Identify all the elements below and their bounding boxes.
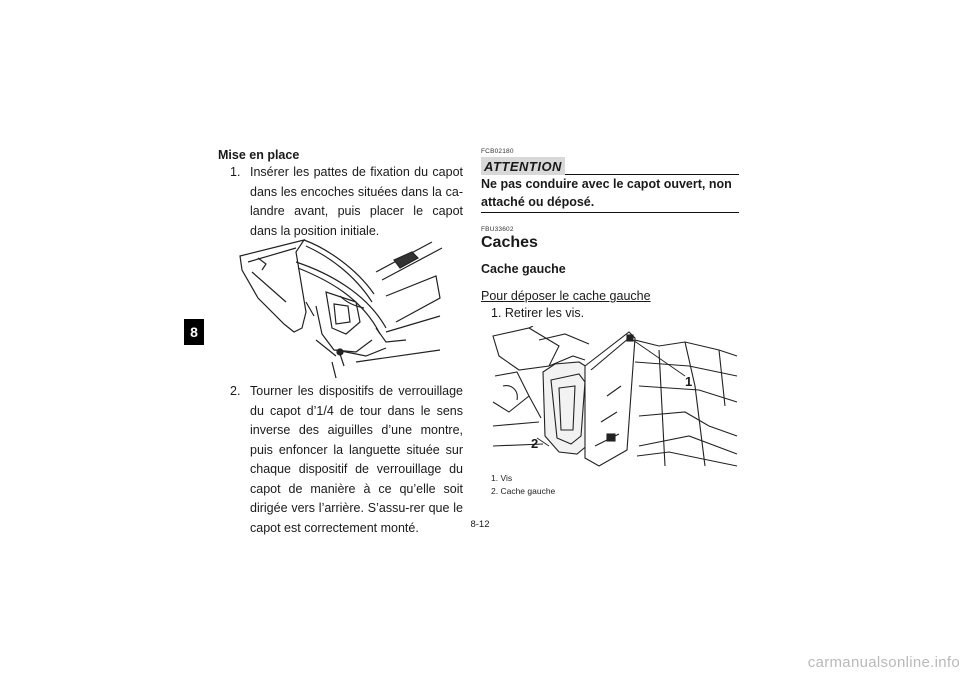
callout-1: 1 bbox=[685, 374, 693, 389]
step-2-number: 2. bbox=[230, 384, 241, 398]
caption-1: 1. Vis bbox=[491, 473, 513, 483]
procedure-step-1: 1. Retirer les vis. bbox=[491, 306, 585, 320]
section-code: FBU33602 bbox=[481, 226, 514, 233]
hood-illustration bbox=[236, 232, 446, 384]
step-1-text: Insérer les pattes de fixation du capot dans les encoches situées dans la ca-landre avant, puis placer le capot dans la position initiale. bbox=[250, 165, 463, 238]
section-title-caches: Caches bbox=[481, 234, 538, 251]
subsection-title-cache-gauche: Cache gauche bbox=[481, 262, 566, 276]
section-heading-mise-en-place: Mise en place bbox=[218, 148, 300, 162]
watermark: carmanualsonline.info bbox=[807, 654, 960, 671]
attention-banner bbox=[481, 155, 739, 177]
left-cover-illustration bbox=[489, 326, 739, 468]
attention-label: ATTENTION bbox=[481, 157, 565, 175]
step-2-text: Tourner les dispositifs de verrouillage du capot d’1/4 de tour dans le sens inverse des aiguilles d’une montre, puis enfoncer la languette située sur chaque dispositif de verrouillage du capot de manière à ce qu’elle soit dirigée vers l’arrière. S’assu-rer que le capot est correctement monté. bbox=[250, 384, 463, 535]
callout-2: 2 bbox=[531, 436, 539, 451]
attention-rule bbox=[565, 174, 739, 175]
attention-code: FCB02180 bbox=[481, 148, 514, 155]
page-number: 8-12 bbox=[470, 519, 490, 530]
attention-text: Ne pas conduire avec le capot ouvert, non attaché ou déposé. bbox=[481, 177, 732, 209]
step-1-number: 1. bbox=[230, 165, 241, 179]
procedure-title: Pour déposer le cache gauche bbox=[481, 289, 651, 303]
chapter-tab: 8 bbox=[184, 319, 204, 345]
attention-bottom-rule bbox=[481, 212, 739, 213]
caption-2: 2. Cache gauche bbox=[491, 486, 556, 496]
